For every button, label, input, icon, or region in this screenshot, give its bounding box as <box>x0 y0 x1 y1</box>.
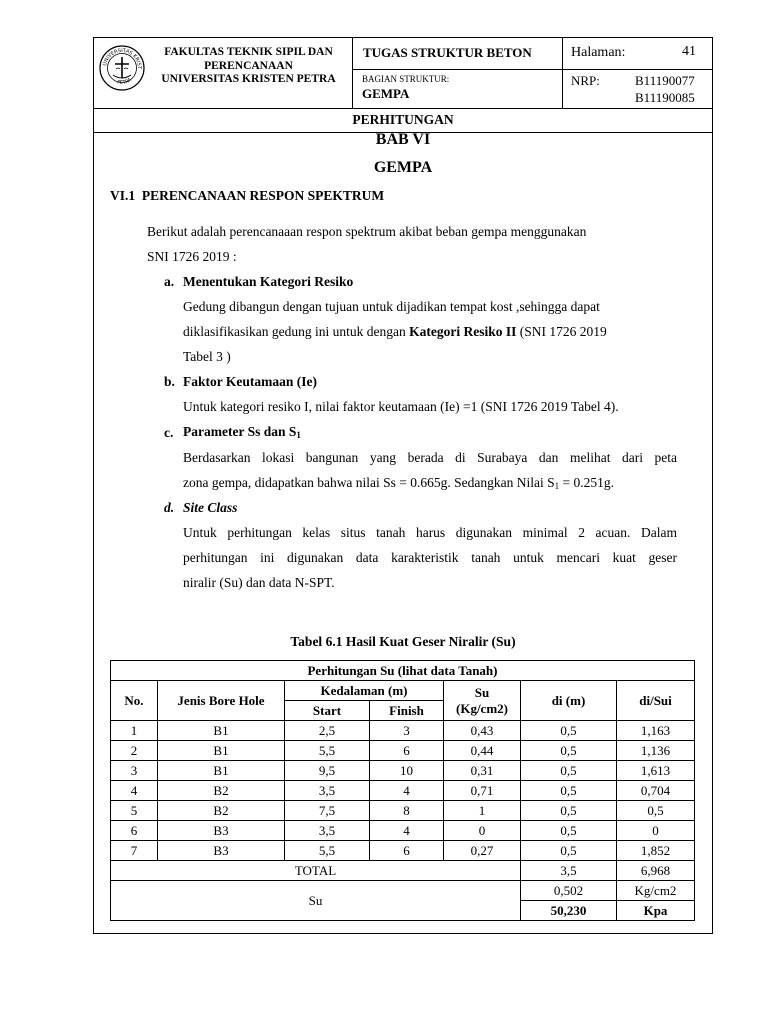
nrp-values <box>635 72 695 106</box>
item-d-line-2: perhitungan ini digunakan data karakteristik tanah untuk mencari kuat geser <box>183 550 677 565</box>
item-b-title: Faktor Keutamaan (Ie) <box>183 374 317 389</box>
assignment-title: TUGAS STRUKTUR BETON <box>363 45 532 60</box>
col-header-start: Start <box>285 701 370 721</box>
header-section-cell <box>353 70 563 108</box>
table-group-header: Perhitungan Su (lihat data Tanah) <box>111 661 695 681</box>
section-value: GEMPA <box>362 86 410 101</box>
item-c-line-2 <box>183 470 677 499</box>
item-c-line-2-pre: zona gempa, didapatkan bahwa nilai Ss = 0.665g. Sedangkan Nilai S <box>183 475 555 490</box>
cell-di: 0,5 <box>521 801 617 821</box>
item-a-marker: a. <box>164 274 175 289</box>
table-row <box>111 821 695 841</box>
su-value-kgcm2: 0,502 <box>521 881 617 901</box>
cell-start: 9,5 <box>285 761 370 781</box>
col-header-di: di (m) <box>521 681 617 721</box>
cell-finish: 8 <box>370 801 444 821</box>
header-institution-cell <box>94 38 353 108</box>
cell-di: 0,5 <box>521 841 617 861</box>
cell-di: 0,5 <box>521 761 617 781</box>
col-header-su <box>444 681 521 721</box>
item-b-line-1: Untuk kategori resiko I, nilai faktor keutamaan (Ie) =1 (SNI 1726 2019 Tabel 4). <box>183 399 619 414</box>
nrp-label: NRP: <box>571 73 600 88</box>
cell-disui: 1,613 <box>617 761 695 781</box>
cell-finish: 6 <box>370 741 444 761</box>
item-d-line-1: Untuk perhitungan kelas situs tanah harus digunakan minimal 2 acuan. Dalam <box>183 525 677 540</box>
table-row <box>111 781 695 801</box>
section-heading <box>110 188 384 204</box>
cell-su: 0,44 <box>444 741 521 761</box>
table-footer <box>111 861 695 921</box>
section-label: BAGIAN STRUKTUR: <box>362 74 450 84</box>
total-label: TOTAL <box>111 861 521 881</box>
item-a-title: Menentukan Kategori Resiko <box>183 274 354 289</box>
cell-disui: 0 <box>617 821 695 841</box>
cell-su: 0 <box>444 821 521 841</box>
cell-su: 0,27 <box>444 841 521 861</box>
cell-disui: 1,136 <box>617 741 695 761</box>
cell-di: 0,5 <box>521 821 617 841</box>
faculty-line-1: FAKULTAS TEKNIK SIPIL DAN <box>164 46 333 58</box>
calculation-bar: PERHITUNGAN <box>94 108 712 133</box>
total-row <box>111 861 695 881</box>
cell-su: 0,43 <box>444 721 521 741</box>
col-header-di-sui: di/Sui <box>617 681 695 721</box>
cell-disui: 0,5 <box>617 801 695 821</box>
item-a-line-2-bold: Kategori Resiko II <box>409 324 517 339</box>
cell-no: 2 <box>111 741 158 761</box>
intro-paragraph <box>147 219 657 269</box>
su-unit-kpa: Kpa <box>617 901 695 921</box>
item-c-marker: c. <box>164 425 174 440</box>
university-seal-logo <box>99 45 145 91</box>
cell-start: 3,5 <box>285 781 370 801</box>
table-caption: Tabel 6.1 Hasil Kuat Geser Niralir (Su) <box>290 634 516 649</box>
cell-start: 5,5 <box>285 841 370 861</box>
cell-bore: B3 <box>158 821 285 841</box>
item-a-line-3: Tabel 3 ) <box>183 349 231 364</box>
item-c-line-1: Berdasarkan lokasi bangunan yang berada di Surabaya dan melihat dari peta <box>183 450 677 465</box>
cell-no: 7 <box>111 841 158 861</box>
cell-no: 5 <box>111 801 158 821</box>
cell-disui: 1,852 <box>617 841 695 861</box>
col-header-finish: Finish <box>370 701 444 721</box>
cell-bore: B1 <box>158 761 285 781</box>
cell-start: 7,5 <box>285 801 370 821</box>
cell-su: 1 <box>444 801 521 821</box>
cell-su: 0,31 <box>444 761 521 781</box>
cell-disui: 1,163 <box>617 721 695 741</box>
item-d-body <box>183 520 677 595</box>
cell-di: 0,5 <box>521 741 617 761</box>
header-assignment-cell <box>353 38 563 70</box>
table-row <box>111 761 695 781</box>
chapter-title: GEMPA <box>373 159 433 176</box>
su-row-1 <box>111 881 695 901</box>
cell-bore: B1 <box>158 741 285 761</box>
item-a-line-2-post: (SNI 1726 2019 <box>516 324 607 339</box>
cell-su: 0,71 <box>444 781 521 801</box>
col-header-no: No. <box>111 681 158 721</box>
cell-no: 3 <box>111 761 158 781</box>
item-d-marker: d. <box>164 500 175 515</box>
item-a-line-1: Gedung dibangun dengan tujuan untuk dijadikan tempat kost ,sehingga dapat <box>183 299 600 314</box>
cell-start: 3,5 <box>285 821 370 841</box>
cell-finish: 4 <box>370 781 444 801</box>
section-title: PERENCANAAN RESPON SPEKTRUM <box>141 188 385 203</box>
page-frame <box>93 37 713 934</box>
table-row <box>111 801 695 821</box>
col-header-su-unit: (Kg/cm2) <box>456 700 508 716</box>
document-header <box>94 38 712 109</box>
table-row <box>111 841 695 861</box>
item-d-line-3: niralir (Su) dan data N-SPT. <box>183 575 335 590</box>
cell-start: 2,5 <box>285 721 370 741</box>
item-c-title <box>183 424 301 440</box>
header-page-cell <box>563 38 712 70</box>
faculty-line-2: PERENCANAAN <box>204 59 293 72</box>
cell-finish: 6 <box>370 841 444 861</box>
total-di-sui: 6,968 <box>617 861 695 881</box>
cell-start: 5,5 <box>285 741 370 761</box>
cell-no: 6 <box>111 821 158 841</box>
intro-line-1: Berikut adalah perencanaaan respon spektrum akibat beban gempa menggunakan <box>147 224 587 239</box>
su-table <box>110 660 695 921</box>
page-label: Halaman: <box>571 45 626 60</box>
su-value-kpa: 50,230 <box>521 901 617 921</box>
cell-no: 1 <box>111 721 158 741</box>
faculty-line-3: UNIVERSITAS KRISTEN PETRA <box>161 73 336 85</box>
su-unit-kgcm2: Kg/cm2 <box>617 881 695 901</box>
item-d-title: Site Class <box>183 500 238 515</box>
item-a-line-2 <box>183 319 685 344</box>
item-a-body <box>183 294 685 369</box>
table-header-row-1 <box>111 661 695 681</box>
cell-finish: 4 <box>370 821 444 841</box>
total-di: 3,5 <box>521 861 617 881</box>
cell-bore: B1 <box>158 721 285 741</box>
table-row <box>111 721 695 741</box>
cell-di: 0,5 <box>521 781 617 801</box>
item-c-line-2-sub: 1 <box>554 481 560 491</box>
table-header-row-2 <box>111 681 695 701</box>
table-body <box>111 721 695 861</box>
page-number: 41 <box>682 44 696 59</box>
item-c-title-sub: 1 <box>296 430 301 440</box>
intro-line-2: SNI 1726 2019 : <box>147 249 237 264</box>
nrp-value-1: B11190077 <box>635 73 695 88</box>
header-nrp-cell <box>563 70 712 108</box>
item-a-line-2-pre: diklasifikasikan gedung ini untuk dengan <box>183 324 410 339</box>
item-c-line-2-post: = 0.251g. <box>559 475 615 490</box>
cell-bore: B2 <box>158 801 285 821</box>
item-b-marker: b. <box>164 374 175 389</box>
seal-text-top: UNIVERSITAS KRIST <box>102 47 143 70</box>
faculty-name <box>146 46 351 87</box>
col-header-bore-hole: Jenis Bore Hole <box>158 681 285 721</box>
table-row <box>111 741 695 761</box>
item-b-body <box>183 394 698 419</box>
cell-bore: B2 <box>158 781 285 801</box>
cell-bore: B3 <box>158 841 285 861</box>
cell-finish: 3 <box>370 721 444 741</box>
seal-text-bottom: PETRA <box>116 76 133 87</box>
chapter-number: BAB VI <box>375 131 431 148</box>
cell-disui: 0,704 <box>617 781 695 801</box>
cell-finish: 10 <box>370 761 444 781</box>
item-c-title-text: Parameter Ss dan S <box>183 424 297 439</box>
item-c-body <box>183 445 677 499</box>
cell-no: 4 <box>111 781 158 801</box>
su-label: Su <box>111 881 521 921</box>
nrp-value-2: B11190085 <box>635 90 695 105</box>
col-header-su-label: Su <box>474 684 490 700</box>
cell-di: 0,5 <box>521 721 617 741</box>
col-header-depth: Kedalaman (m) <box>285 681 444 701</box>
section-number: VI.1 <box>110 188 136 203</box>
